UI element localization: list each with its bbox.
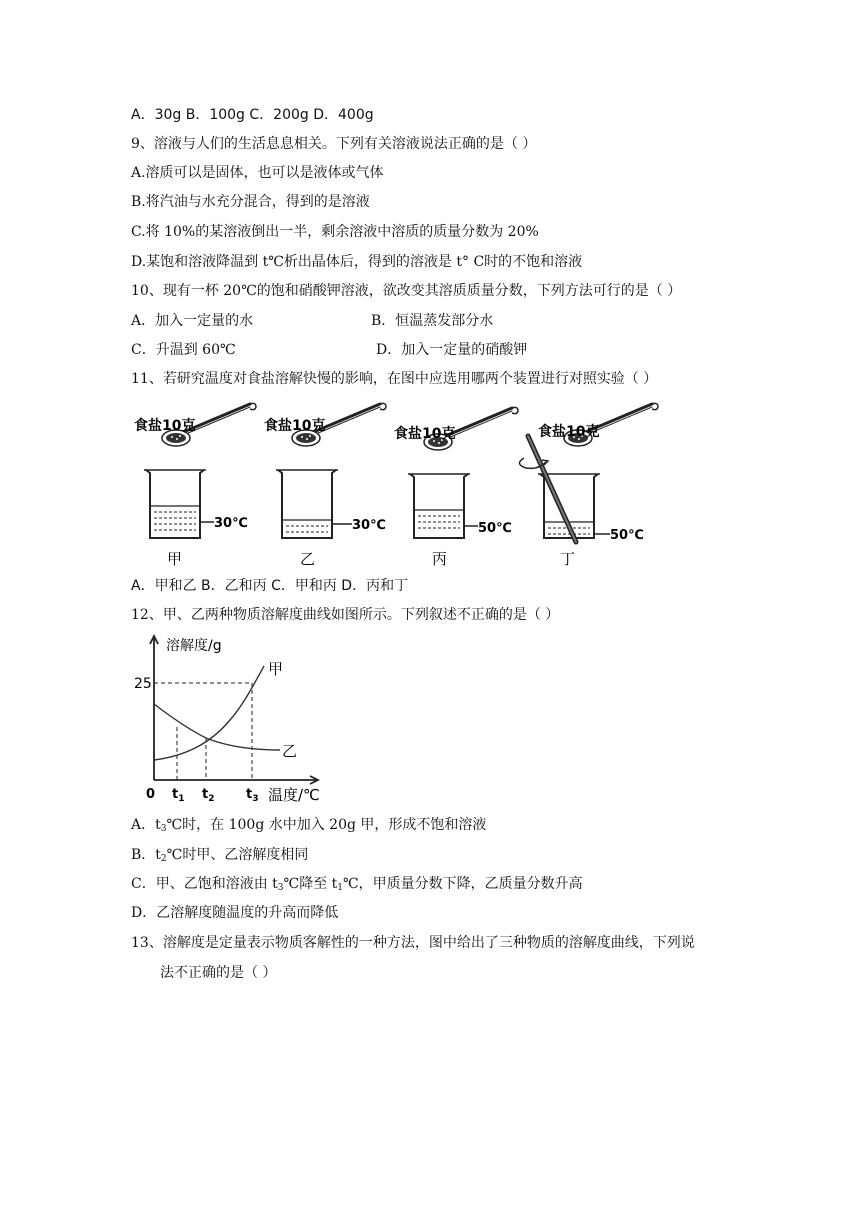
q12-option-c: C．甲、乙饱和溶液由 $t_3℃$降至 $t_1℃$，甲质量分数下降，乙质量分数升高 (131, 876, 583, 893)
beaker-yi (264, 403, 386, 568)
salt-label-jia: 食盐10克 (134, 418, 196, 434)
q13-stem-line2: 法不正确的是（ ） (160, 965, 277, 981)
q9-option-c: C.将 10%的某溶液倒出一半，剩余溶液中溶质的质量分数为 20% (131, 224, 539, 240)
salt-label-bing: 食盐10克 (394, 426, 456, 442)
q12-option-d: D．乙溶解度随温度的升高而降低 (131, 905, 339, 921)
q12-option-a: A．$t_3℃$时，在 100g 水中加入 20g 甲，形成不饱和溶液 (131, 817, 487, 834)
solubility-graph (134, 632, 340, 808)
q9-stem: 9、溶液与人们的生活息息相关。下列有关溶液说法正确的是（ ） (131, 136, 537, 152)
q10-option-b: B．恒温蒸发部分水 (371, 313, 494, 329)
beaker-name-ding: 丁 (560, 550, 576, 568)
curve-jia (154, 666, 264, 760)
q9-option-b: B.将汽油与水充分混合，得到的是溶液 (131, 194, 370, 210)
curve-label-yi: 乙 (282, 742, 298, 760)
graph-t2: $t_2$ (202, 787, 215, 804)
beaker-name-yi: 乙 (300, 550, 316, 568)
q8-options: A．30g B．100g C．200g D．400g (131, 107, 374, 123)
graph-y-label: 溶解度/g (166, 638, 222, 654)
q11-beaker-figure (130, 398, 650, 570)
beaker-bing (394, 407, 518, 568)
q12-option-b: B．$t_2℃$时甲、乙溶解度相同 (131, 847, 309, 864)
graph-origin: 0 (146, 787, 156, 802)
q9-option-a: A.溶质可以是固体，也可以是液体或气体 (131, 165, 384, 181)
q11-stem: 11、若研究温度对食盐溶解快慢的影响，在图中应选用哪两个装置进行对照实验（ ） (131, 371, 658, 387)
temp-label-ding: 50℃ (610, 528, 644, 543)
beaker-jia (134, 403, 256, 568)
graph-t1: $t_1$ (172, 787, 185, 804)
q11-options: A．甲和乙 B．乙和丙 C．甲和丙 D．丙和丁 (131, 578, 409, 594)
graph-x-label: 温度/℃ (268, 786, 320, 804)
temp-label-yi: 30℃ (352, 518, 386, 533)
temp-label-jia: 30℃ (214, 516, 248, 531)
q13-stem-line1: 13、溶解度是定量表示物质客解性的一种方法，图中给出了三种物质的溶解度曲线，下列说 (131, 935, 695, 951)
salt-label-ding: 食盐10克 (538, 424, 600, 440)
curve-yi (154, 704, 280, 750)
q12-stem: 12、甲、乙两种物质溶解度曲线如图所示。下列叙述不正确的是（ ） (131, 607, 560, 623)
q10-option-a: A．加入一定量的水 (131, 313, 254, 329)
q10-option-c: C．升温到 60℃ (131, 342, 236, 358)
beaker-ding (519, 403, 658, 568)
curve-label-jia: 甲 (268, 660, 284, 678)
q9-option-d: D.某饱和溶液降温到 t℃析出晶体后，得到的溶液是 t° C时的不饱和溶液 (131, 254, 583, 270)
beaker-name-jia: 甲 (167, 550, 183, 568)
graph-t3: $t_3$ (246, 787, 259, 804)
q10-stem: 10、现有一杯 20℃的饱和硝酸钾溶液，欲改变其溶质质量分数，下列方法可行的是（ ） (131, 283, 682, 299)
graph-y-tick-25: 25 (134, 676, 152, 692)
salt-label-yi: 食盐10克 (264, 418, 326, 434)
q10-option-d: D．加入一定量的硝酸钾 (376, 342, 528, 358)
temp-label-bing: 50℃ (478, 521, 512, 536)
beaker-name-bing: 丙 (432, 550, 448, 568)
